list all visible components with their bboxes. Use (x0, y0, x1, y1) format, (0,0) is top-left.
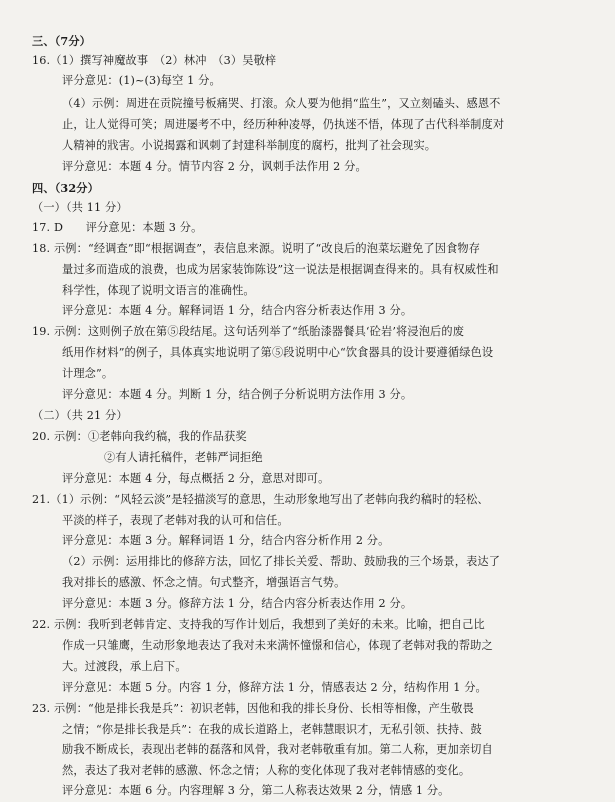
q21-1-line2: 平淡的样子，表现了老韩对我的认可和信任。 (62, 514, 289, 527)
q23-line2: 之情；“你是排长我是兵”：在我的成长道路上，老韩慧眼识才，无私引领、扶持、鼓 (62, 723, 482, 736)
q21-1-line1: 21.（1）示例：“风轻云淡”是轻描淡写的意思，生动形象地写出了老韩向我约稿时的轻松、 (32, 493, 489, 506)
q17-answer: 17. D 评分意见：本题 3 分。 (32, 221, 203, 234)
q21-2-line2: 我对排长的感激、怀念之情。句式整齐，增强语言气势。 (62, 576, 346, 589)
q20-line2: ②有人请托稿件，老韩严词拒绝 (104, 451, 263, 464)
part-2-heading: （二）（共 21 分） (32, 409, 128, 422)
part-1-heading: （一）（共 11 分） (32, 201, 128, 214)
q23-scoring: 评分意见：本题 6 分。内容理解 3 分，第二人称表达效果 2 分，情感 1 分。 (62, 784, 450, 797)
q16-4-line3: 人精神的戕害。小说揭露和讽刺了封建科举制度的腐朽，批判了社会现实。 (62, 139, 437, 152)
q19-scoring: 评分意见：本题 4 分。判断 1 分，结合例子分析说明方法作用 3 分。 (62, 388, 413, 401)
q21-2-scoring: 评分意见：本题 3 分。修辞方法 1 分，结合内容分析表达作用 2 分。 (62, 597, 413, 610)
q16-4-scoring: 评分意见：本题 4 分。情节内容 2 分，讽刺手法作用 2 分。 (62, 160, 367, 173)
section-4-heading: 四、（32分） (32, 181, 99, 195)
q18-scoring: 评分意见：本题 4 分。解释词语 1 分，结合内容分析表达作用 3 分。 (62, 304, 413, 317)
q16-answers: 16.（1）撰写神魔故事 （2）林冲 （3）吴敬梓 (32, 54, 277, 67)
q22-line2: 作成一只雏鹰，生动形象地表达了我对未来满怀憧憬和信心，体现了老韩对我的帮助之 (62, 639, 493, 652)
q22-scoring: 评分意见：本题 5 分。内容 1 分，修辞方法 1 分，情感表达 2 分，结构作用 1 分。 (62, 681, 487, 694)
q23-line1: 23. 示例：“他是排长我是兵”：初识老韩，因他和我的排长身份、长相等相像，产生敬畏 (32, 702, 474, 715)
q21-2-line1: （2）示例：运用排比的修辞方法，回忆了排长关爱、帮助、鼓励我的三个场景，表达了 (62, 555, 501, 568)
q18-line3: 科学性，体现了说明文语言的准确性。 (62, 284, 255, 297)
q19-line1: 19. 示例：这则例子放在第⑤段结尾。这句话列举了“纸胎漆器餐具‘砼岩’将浸泡后的废 (32, 325, 465, 338)
q18-line1: 18. 示例：“经调查”即“根据调查”，表信息来源。说明了“改良后的泡菜坛避免了因食物存 (32, 242, 481, 255)
q21-1-scoring: 评分意见：本题 3 分。解释词语 1 分，结合内容分析作用 2 分。 (62, 534, 390, 547)
q22-line1: 22. 示例：我听到老韩肯定、支持我的写作计划后，我想到了美好的未来。比喻，把自己比 (32, 618, 485, 631)
q20-line1: 20. 示例：①老韩向我约稿，我的作品获奖 (32, 430, 247, 443)
q18-line2: 量过多而造成的浪费，也成为居家装饰陈设”这一说法是根据调查得来的。具有权威性和 (62, 263, 499, 276)
q20-scoring: 评分意见：本题 4 分，每点概括 2 分，意思对即可。 (62, 472, 330, 485)
q16-4-line1: （4）示例：周进在贡院撞号板痛哭、打滚。众人要为他捐“监生”，又立刻磕头、感恩不 (62, 97, 501, 110)
q19-line3: 计理念”。 (62, 367, 114, 380)
section-3-heading: 三、（7分） (32, 34, 92, 48)
q23-line4: 然，表达了我对老韩的感激、怀念之情；人称的变化体现了我对老韩情感的变化。 (62, 764, 471, 777)
q19-line2: 纸用作材料”的例子，具体真实地说明了第⑤段说明中心“饮食器具的设计要遵循绿色设 (62, 346, 494, 359)
q16-scoring: 评分意见：(1)~(3)每空 1 分。 (62, 74, 221, 87)
q16-4-line2: 止，让人觉得可笑；周进屡考不中，经历种种凌辱，仍执迷不悟，体现了古代科举制度对 (62, 118, 505, 131)
q23-line3: 励我不断成长，表现出老韩的磊落和风骨，我对老韩敬重有加。第二人称，更加亲切自 (62, 743, 493, 756)
q22-line3: 大。过渡段，承上启下。 (62, 660, 187, 673)
